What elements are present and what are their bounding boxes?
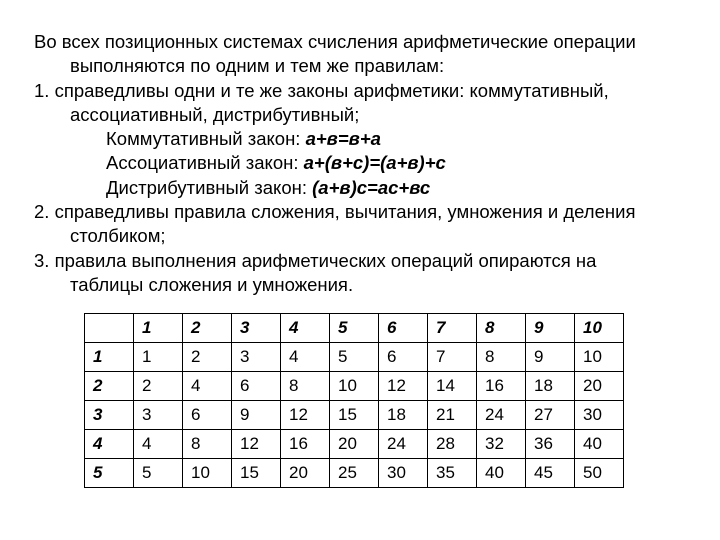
column-header: 6 bbox=[379, 314, 428, 343]
table-cell: 18 bbox=[526, 372, 575, 401]
table-cell: 8 bbox=[477, 343, 526, 372]
table-cell: 40 bbox=[575, 430, 624, 459]
table-cell: 10 bbox=[183, 459, 232, 488]
column-header: 5 bbox=[330, 314, 379, 343]
table-cell: 32 bbox=[477, 430, 526, 459]
row-header: 4 bbox=[85, 430, 134, 459]
multiplication-table bbox=[84, 313, 624, 488]
row-header: 2 bbox=[85, 372, 134, 401]
table-cell: 45 bbox=[526, 459, 575, 488]
table-cell: 16 bbox=[281, 430, 330, 459]
distributive-law-name: Дистрибутивный закон: bbox=[106, 176, 313, 198]
associative-law-name: Ассоциативный закон: bbox=[106, 152, 304, 174]
table-cell: 4 bbox=[183, 372, 232, 401]
commutative-law-name: Коммутативный закон: bbox=[106, 128, 306, 150]
table-cell: 15 bbox=[232, 459, 281, 488]
table-cell: 3 bbox=[232, 343, 281, 372]
table-row bbox=[85, 343, 624, 372]
table-row bbox=[85, 430, 624, 459]
table-cell: 27 bbox=[526, 401, 575, 430]
table-cell: 10 bbox=[575, 343, 624, 372]
column-header: 1 bbox=[134, 314, 183, 343]
column-header: 2 bbox=[183, 314, 232, 343]
table-cell: 14 bbox=[428, 372, 477, 401]
commutative-law-formula: а+в=в+а bbox=[305, 128, 381, 150]
table-row bbox=[85, 401, 624, 430]
table-cell: 21 bbox=[428, 401, 477, 430]
row-header: 5 bbox=[85, 459, 134, 488]
table-row bbox=[85, 372, 624, 401]
table-cell: 5 bbox=[134, 459, 183, 488]
item-1-line-2: ассоциативный, дистрибутивный; bbox=[70, 103, 360, 125]
distributive-law-formula: (а+в)с=ас+вс bbox=[312, 176, 431, 198]
table-cell: 2 bbox=[134, 372, 183, 401]
table-cell: 30 bbox=[379, 459, 428, 488]
table-cell: 25 bbox=[330, 459, 379, 488]
commutative-law bbox=[34, 127, 704, 151]
table-cell: 1 bbox=[134, 343, 183, 372]
table-cell: 20 bbox=[281, 459, 330, 488]
intro-line-2: выполняются по одним и тем же правилам: bbox=[70, 55, 445, 77]
main-text bbox=[34, 30, 704, 297]
column-header: 3 bbox=[232, 314, 281, 343]
table-cell: 12 bbox=[232, 430, 281, 459]
table-cell: 5 bbox=[330, 343, 379, 372]
row-header: 1 bbox=[85, 343, 134, 372]
column-header: 4 bbox=[281, 314, 330, 343]
column-header: 10 bbox=[575, 314, 624, 343]
table-cell: 16 bbox=[477, 372, 526, 401]
associative-law bbox=[34, 151, 704, 175]
table-cell: 20 bbox=[330, 430, 379, 459]
table-cell: 4 bbox=[134, 430, 183, 459]
associative-law-formula: а+(в+с)=(а+в)+с bbox=[303, 152, 446, 174]
table-cell: 6 bbox=[232, 372, 281, 401]
table-cell: 3 bbox=[134, 401, 183, 430]
table-cell: 28 bbox=[428, 430, 477, 459]
column-header: 7 bbox=[428, 314, 477, 343]
table-cell: 24 bbox=[477, 401, 526, 430]
table-cell: 12 bbox=[281, 401, 330, 430]
item-3-line-1: 3. правила выполнения арифметических операций опираются на bbox=[34, 249, 597, 271]
table-cell: 12 bbox=[379, 372, 428, 401]
table-cell: 18 bbox=[379, 401, 428, 430]
table-cell: 9 bbox=[232, 401, 281, 430]
table-cell: 50 bbox=[575, 459, 624, 488]
table-row bbox=[85, 459, 624, 488]
table-cell: 9 bbox=[526, 343, 575, 372]
table-cell: 24 bbox=[379, 430, 428, 459]
distributive-law bbox=[34, 176, 704, 200]
table-header-row bbox=[85, 314, 624, 343]
table-cell: 7 bbox=[428, 343, 477, 372]
table-corner-cell bbox=[85, 314, 134, 343]
table-cell: 6 bbox=[183, 401, 232, 430]
table-cell: 36 bbox=[526, 430, 575, 459]
column-header: 8 bbox=[477, 314, 526, 343]
item-1-line-1: 1. справедливы одни и те же законы арифметики: коммутативный, bbox=[34, 79, 609, 101]
item-2-line-1: 2. справедливы правила сложения, вычитания, умножения и деления bbox=[34, 201, 636, 223]
table-cell: 8 bbox=[281, 372, 330, 401]
table-cell: 6 bbox=[379, 343, 428, 372]
table-cell: 20 bbox=[575, 372, 624, 401]
item-2-line-2: столбиком; bbox=[70, 225, 166, 247]
table-cell: 35 bbox=[428, 459, 477, 488]
column-header: 9 bbox=[526, 314, 575, 343]
table-cell: 10 bbox=[330, 372, 379, 401]
table-cell: 4 bbox=[281, 343, 330, 372]
table-cell: 2 bbox=[183, 343, 232, 372]
row-header: 3 bbox=[85, 401, 134, 430]
table-cell: 40 bbox=[477, 459, 526, 488]
table-cell: 8 bbox=[183, 430, 232, 459]
table-cell: 30 bbox=[575, 401, 624, 430]
intro-line-1: Во всех позиционных системах счисления арифметические операции bbox=[34, 31, 636, 52]
item-3-line-2: таблицы сложения и умножения. bbox=[70, 273, 354, 295]
table-cell: 15 bbox=[330, 401, 379, 430]
